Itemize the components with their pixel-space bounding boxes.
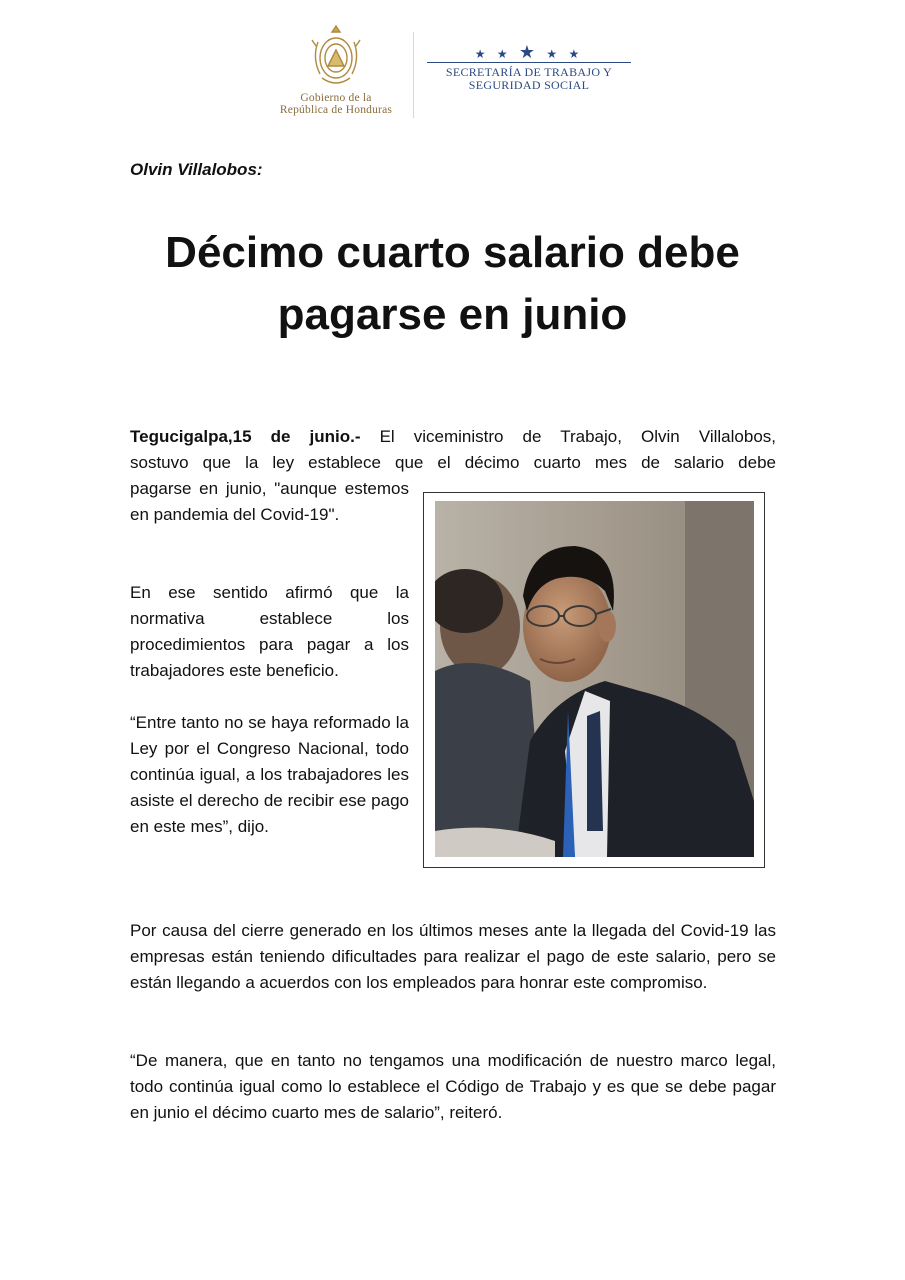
ministry-name-line1: SECRETARÍA DE TRABAJO Y [445,65,613,79]
paragraph-3: “Entre tanto no se haya reformado la Ley por el Congreso Nacional, todo continúa igual, a los trabajadores les asiste el derecho de recibir ese pago en este mes”, dijo. [130,713,409,836]
paragraph-lead [130,424,776,476]
paragraph-4: Por causa del cierre generado en los últimos meses ante la llegada del Covid-19 las empresas están teniendo dificultades para realizar el pago de este salario, pero se están llegando a acuerdos con los empleados para honrar este compromiso. [130,921,776,992]
photo-viceminister [435,501,754,857]
gov-name-line1: Gobierno de la [300,92,372,104]
paragraph-2: En ese sentido afirmó que la normativa establece los procedimientos para pagar a los trabajadores este beneficio. [130,583,409,680]
kicker: Olvin Villalobos: [130,160,263,179]
letterhead [0,22,905,132]
ministry-logo [425,44,633,92]
coat-of-arms-icon [308,22,364,90]
header-divider [413,32,414,118]
government-logo [262,22,410,116]
article-photo [423,492,765,868]
ministry-name-line2: SEGURIDAD SOCIAL [468,78,590,92]
paragraph-lead-continued: pagarse en junio, "aunque estemos en pandemia del Covid-19". [130,479,409,524]
five-stars-icon: ★ ★ ★ ★ ★ [474,42,584,62]
lead-line2: sostuvo que la ley establece que el décimo cuarto mes de salario debe [130,453,776,472]
gov-name-line2: República de Honduras [279,104,393,116]
headline: Décimo cuarto salario debe pagarse en junio [165,228,740,339]
ministry-rule [427,62,631,63]
lead-line1: El viceministro de Trabajo, Olvin Villalobos, [360,427,776,446]
paragraph-5: “De manera, que en tanto no tengamos una modificación de nuestro marco legal, todo continúa igual como lo establece el Código de Trabajo y es que se debe pagar en junio el décimo cuarto mes de salario”, reiteró. [130,1051,776,1122]
dateline: Tegucigalpa,15 de junio.- [130,427,361,446]
